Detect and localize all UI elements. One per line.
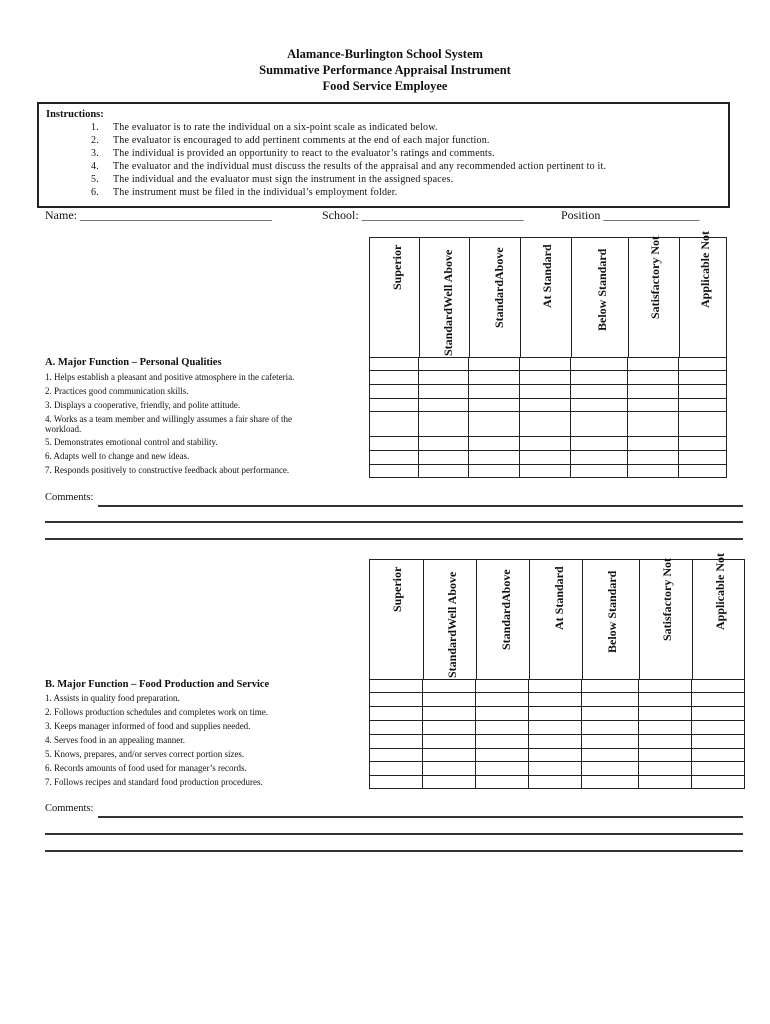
column-divider <box>639 560 640 679</box>
column-divider <box>571 238 572 357</box>
column-header-well-above: StandardWell Above <box>441 249 455 356</box>
column-header-above: StandardAbove <box>492 247 506 328</box>
column-header-above: StandardAbove <box>499 569 513 650</box>
rating-header-b <box>369 552 745 680</box>
criterion-a6: 6. Adapts well to change and new ideas. <box>45 451 190 461</box>
instruction-item: 2. The evaluator is encouraged to add pertinent comments at the end of each major function. <box>91 135 490 146</box>
instructions-heading: Instructions: <box>46 109 104 120</box>
comment-line[interactable] <box>45 850 743 852</box>
form-title-line1: Alamance-Burlington School System <box>287 47 483 61</box>
instruction-item: 3. The individual is provided an opportunity to react to the evaluator’s ratings and comments. <box>91 148 495 159</box>
school-field[interactable]: School: ___________________________ <box>322 208 524 222</box>
rating-header-a <box>369 230 727 358</box>
criterion-a4: 4. Works as a team member and willingly assumes a fair share of the <box>45 414 293 424</box>
column-header-at-standard: At Standard <box>552 566 566 630</box>
criterion-a5: 5. Demonstrates emotional control and stability. <box>45 437 218 447</box>
form-title-line3: Food Service Employee <box>322 79 448 93</box>
column-divider <box>692 560 693 679</box>
comment-line[interactable] <box>98 816 743 818</box>
criterion-a1: 1. Helps establish a pleasant and positive atmosphere in the cafeteria. <box>45 372 295 382</box>
criterion-b5: 5. Knows, prepares, and/or serves correct portion sizes. <box>45 749 245 759</box>
instructions-box <box>37 102 730 208</box>
column-header-below-standard: Below Standard <box>595 248 609 331</box>
column-divider <box>476 560 477 679</box>
column-divider <box>469 238 470 357</box>
form-title-line2: Summative Performance Appraisal Instrument <box>259 63 511 77</box>
criterion-b2: 2. Follows production schedules and completes work on time. <box>45 707 268 717</box>
criterion-a3: 3. Displays a cooperative, friendly, and polite attitude. <box>45 400 241 410</box>
column-header-below-standard: Below Standard <box>605 570 619 653</box>
comment-line[interactable] <box>45 521 743 523</box>
column-divider <box>679 238 680 357</box>
column-header-applicable-not: Applicable Not <box>713 552 727 630</box>
column-divider <box>520 238 521 357</box>
column-header-superior: Superior <box>390 244 404 290</box>
column-divider <box>582 560 583 679</box>
instruction-item: 6. The instrument must be filed in the individual’s employment folder. <box>91 187 398 198</box>
instruction-item: 4. The evaluator and the individual must discuss the results of the appraisal and any recommended action pertinent to it. <box>91 161 607 172</box>
criterion-a4-cont: workload. <box>45 424 82 434</box>
column-header-satisfactory-not: Satisfactory Not <box>660 558 674 641</box>
section-b-title: B. Major Function – Food Production and Service <box>45 679 270 690</box>
position-field[interactable]: Position ________________ <box>561 208 700 222</box>
comment-line[interactable] <box>98 505 743 507</box>
rating-grid-b[interactable] <box>369 679 746 790</box>
column-divider <box>529 560 530 679</box>
comments-label-a: Comments: <box>45 492 94 503</box>
column-header-superior: Superior <box>390 566 404 612</box>
column-divider <box>423 560 424 679</box>
comment-line[interactable] <box>45 833 743 835</box>
rating-grid-a[interactable] <box>369 357 728 479</box>
column-divider <box>628 238 629 357</box>
criterion-b7: 7. Follows recipes and standard food production procedures. <box>45 777 263 787</box>
column-header-applicable-not: Applicable Not <box>698 230 712 308</box>
section-a-title: A. Major Function – Personal Qualities <box>45 357 222 368</box>
column-header-at-standard: At Standard <box>540 244 554 308</box>
column-header-well-above: StandardWell Above <box>445 571 459 678</box>
criterion-b3: 3. Keeps manager informed of food and supplies needed. <box>45 721 251 731</box>
criterion-b4: 4. Serves food in an appealing manner. <box>45 735 185 745</box>
column-divider <box>419 238 420 357</box>
comments-label-b: Comments: <box>45 803 94 814</box>
instruction-item: 1. The evaluator is to rate the individual on a six-point scale as indicated below. <box>91 122 438 133</box>
criterion-b6: 6. Records amounts of food used for manager’s records. <box>45 763 247 773</box>
criterion-b1: 1. Assists in quality food preparation. <box>45 693 180 703</box>
column-header-satisfactory-not: Satisfactory Not <box>648 236 662 319</box>
criterion-a2: 2. Practices good communication skills. <box>45 386 189 396</box>
criterion-a7: 7. Responds positively to constructive feedback about performance. <box>45 465 290 475</box>
name-field[interactable]: Name: ________________________________ <box>45 208 272 222</box>
comment-line[interactable] <box>45 538 743 540</box>
instruction-item: 5. The individual and the evaluator must sign the instrument in the assigned spaces. <box>91 174 454 185</box>
